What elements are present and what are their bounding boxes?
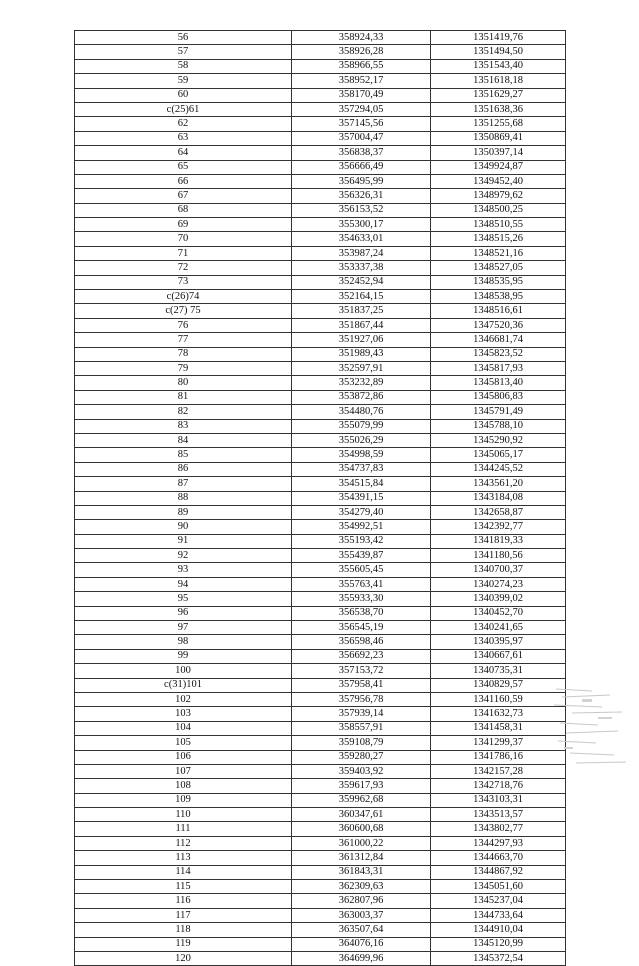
x-coordinate-cell: 357153,72: [292, 664, 431, 678]
table-row: [75, 433, 566, 447]
table-row: [75, 102, 566, 116]
table-row: [75, 174, 566, 188]
table-row: [75, 808, 566, 822]
table-row: [75, 635, 566, 649]
table-row: [75, 549, 566, 563]
point-number-cell: 72: [75, 261, 292, 275]
point-number-cell: 99: [75, 649, 292, 663]
y-coordinate-cell: 1340395,97: [431, 635, 566, 649]
table-row: [75, 563, 566, 577]
x-coordinate-cell: 351867,44: [292, 318, 431, 332]
table-row: [75, 88, 566, 102]
point-number-cell: 85: [75, 448, 292, 462]
table-row: [75, 448, 566, 462]
point-number-cell: 93: [75, 563, 292, 577]
y-coordinate-cell: 1343184,08: [431, 491, 566, 505]
x-coordinate-cell: 364699,96: [292, 952, 431, 966]
table-row: [75, 74, 566, 88]
point-number-cell: 108: [75, 779, 292, 793]
point-number-cell: 73: [75, 275, 292, 289]
x-coordinate-cell: 354737,83: [292, 462, 431, 476]
point-number-cell: с(27) 75: [75, 304, 292, 318]
x-coordinate-cell: 363003,37: [292, 908, 431, 922]
x-coordinate-cell: 354391,15: [292, 491, 431, 505]
table-row: [75, 203, 566, 217]
x-coordinate-cell: 358966,55: [292, 59, 431, 73]
point-number-cell: 57: [75, 45, 292, 59]
x-coordinate-cell: 352164,15: [292, 290, 431, 304]
table-row: [75, 261, 566, 275]
x-coordinate-cell: 364076,16: [292, 937, 431, 951]
y-coordinate-cell: 1344733,64: [431, 908, 566, 922]
coordinates-table: [74, 30, 566, 966]
y-coordinate-cell: 1341458,31: [431, 721, 566, 735]
x-coordinate-cell: 362309,63: [292, 880, 431, 894]
x-coordinate-cell: 362807,96: [292, 894, 431, 908]
point-number-cell: 117: [75, 908, 292, 922]
point-number-cell: 81: [75, 390, 292, 404]
point-number-cell: 60: [75, 88, 292, 102]
table-row: [75, 923, 566, 937]
point-number-cell: 92: [75, 549, 292, 563]
point-number-cell: 114: [75, 865, 292, 879]
y-coordinate-cell: 1340700,37: [431, 563, 566, 577]
point-number-cell: 107: [75, 764, 292, 778]
point-number-cell: 119: [75, 937, 292, 951]
x-coordinate-cell: 355605,45: [292, 563, 431, 577]
y-coordinate-cell: 1345051,60: [431, 880, 566, 894]
point-number-cell: 56: [75, 31, 292, 45]
x-coordinate-cell: 354992,51: [292, 520, 431, 534]
point-number-cell: 76: [75, 318, 292, 332]
table-row: [75, 952, 566, 966]
x-coordinate-cell: 356692,23: [292, 649, 431, 663]
table-row: [75, 117, 566, 131]
table-row: [75, 376, 566, 390]
y-coordinate-cell: 1341299,37: [431, 736, 566, 750]
table-row: [75, 621, 566, 635]
y-coordinate-cell: 1340735,31: [431, 664, 566, 678]
y-coordinate-cell: 1343103,31: [431, 793, 566, 807]
table-row: [75, 793, 566, 807]
table-row: [75, 764, 566, 778]
point-number-cell: 66: [75, 174, 292, 188]
table-row: [75, 419, 566, 433]
point-number-cell: с(25)61: [75, 102, 292, 116]
point-number-cell: 98: [75, 635, 292, 649]
table-row: [75, 318, 566, 332]
point-number-cell: с(31)101: [75, 678, 292, 692]
x-coordinate-cell: 355079,99: [292, 419, 431, 433]
point-number-cell: 63: [75, 131, 292, 145]
x-coordinate-cell: 361000,22: [292, 836, 431, 850]
table-row: [75, 505, 566, 519]
y-coordinate-cell: 1343561,20: [431, 477, 566, 491]
point-number-cell: 90: [75, 520, 292, 534]
x-coordinate-cell: 361312,84: [292, 851, 431, 865]
x-coordinate-cell: 363507,64: [292, 923, 431, 937]
y-coordinate-cell: 1349452,40: [431, 174, 566, 188]
x-coordinate-cell: 360600,68: [292, 822, 431, 836]
table-row: [75, 577, 566, 591]
x-coordinate-cell: 359617,93: [292, 779, 431, 793]
y-coordinate-cell: 1351629,27: [431, 88, 566, 102]
table-row: [75, 491, 566, 505]
x-coordinate-cell: 355763,41: [292, 577, 431, 591]
y-coordinate-cell: 1340667,61: [431, 649, 566, 663]
y-coordinate-cell: 1350397,14: [431, 146, 566, 160]
table-row: [75, 937, 566, 951]
x-coordinate-cell: 355026,29: [292, 433, 431, 447]
point-number-cell: 71: [75, 246, 292, 260]
table-row: [75, 333, 566, 347]
table-row: [75, 865, 566, 879]
table-row: [75, 721, 566, 735]
point-number-cell: 112: [75, 836, 292, 850]
x-coordinate-cell: 357958,41: [292, 678, 431, 692]
table-row: [75, 462, 566, 476]
y-coordinate-cell: 1345372,54: [431, 952, 566, 966]
y-coordinate-cell: 1342157,28: [431, 764, 566, 778]
x-coordinate-cell: 359962,68: [292, 793, 431, 807]
point-number-cell: 111: [75, 822, 292, 836]
point-number-cell: 77: [75, 333, 292, 347]
point-number-cell: 106: [75, 750, 292, 764]
point-number-cell: 100: [75, 664, 292, 678]
y-coordinate-cell: 1341786,16: [431, 750, 566, 764]
y-coordinate-cell: 1346681,74: [431, 333, 566, 347]
point-number-cell: 104: [75, 721, 292, 735]
y-coordinate-cell: 1348500,25: [431, 203, 566, 217]
point-number-cell: 109: [75, 793, 292, 807]
y-coordinate-cell: 1342392,77: [431, 520, 566, 534]
table-row: [75, 822, 566, 836]
x-coordinate-cell: 351989,43: [292, 347, 431, 361]
point-number-cell: 87: [75, 477, 292, 491]
x-coordinate-cell: 356838,37: [292, 146, 431, 160]
y-coordinate-cell: 1345817,93: [431, 361, 566, 375]
y-coordinate-cell: 1348515,26: [431, 232, 566, 246]
table-row: [75, 894, 566, 908]
x-coordinate-cell: 357956,78: [292, 692, 431, 706]
y-coordinate-cell: 1341819,33: [431, 534, 566, 548]
table-row: [75, 836, 566, 850]
y-coordinate-cell: 1347520,36: [431, 318, 566, 332]
x-coordinate-cell: 361843,31: [292, 865, 431, 879]
point-number-cell: 120: [75, 952, 292, 966]
x-coordinate-cell: 359280,27: [292, 750, 431, 764]
point-number-cell: 97: [75, 621, 292, 635]
y-coordinate-cell: 1351494,50: [431, 45, 566, 59]
x-coordinate-cell: 360347,61: [292, 808, 431, 822]
y-coordinate-cell: 1340399,02: [431, 592, 566, 606]
point-number-cell: 95: [75, 592, 292, 606]
table-row: [75, 31, 566, 45]
y-coordinate-cell: 1348521,16: [431, 246, 566, 260]
x-coordinate-cell: 359108,79: [292, 736, 431, 750]
y-coordinate-cell: 1345791,49: [431, 405, 566, 419]
x-coordinate-cell: 355193,42: [292, 534, 431, 548]
coordinates-table-body: [75, 31, 566, 966]
point-number-cell: 113: [75, 851, 292, 865]
y-coordinate-cell: 1341160,59: [431, 692, 566, 706]
x-coordinate-cell: 356598,46: [292, 635, 431, 649]
point-number-cell: 86: [75, 462, 292, 476]
y-coordinate-cell: 1351419,76: [431, 31, 566, 45]
table-row: [75, 908, 566, 922]
x-coordinate-cell: 353337,38: [292, 261, 431, 275]
x-coordinate-cell: 357004,47: [292, 131, 431, 145]
point-number-cell: 67: [75, 189, 292, 203]
point-number-cell: 89: [75, 505, 292, 519]
point-number-cell: 110: [75, 808, 292, 822]
point-number-cell: 115: [75, 880, 292, 894]
table-row: [75, 851, 566, 865]
y-coordinate-cell: 1344867,92: [431, 865, 566, 879]
point-number-cell: с(26)74: [75, 290, 292, 304]
table-row: [75, 649, 566, 663]
table-row: [75, 390, 566, 404]
x-coordinate-cell: 358926,28: [292, 45, 431, 59]
table-row: [75, 606, 566, 620]
y-coordinate-cell: 1340274,23: [431, 577, 566, 591]
table-row: [75, 779, 566, 793]
x-coordinate-cell: 352452,94: [292, 275, 431, 289]
y-coordinate-cell: 1350869,41: [431, 131, 566, 145]
y-coordinate-cell: 1344245,52: [431, 462, 566, 476]
point-number-cell: 68: [75, 203, 292, 217]
point-number-cell: 79: [75, 361, 292, 375]
y-coordinate-cell: 1345806,83: [431, 390, 566, 404]
point-number-cell: 116: [75, 894, 292, 908]
x-coordinate-cell: 354515,84: [292, 477, 431, 491]
table-row: [75, 45, 566, 59]
x-coordinate-cell: 357145,56: [292, 117, 431, 131]
y-coordinate-cell: 1345290,92: [431, 433, 566, 447]
x-coordinate-cell: 356495,99: [292, 174, 431, 188]
y-coordinate-cell: 1342658,87: [431, 505, 566, 519]
y-coordinate-cell: 1345065,17: [431, 448, 566, 462]
y-coordinate-cell: 1348535,95: [431, 275, 566, 289]
point-number-cell: 94: [75, 577, 292, 591]
table-row: [75, 59, 566, 73]
y-coordinate-cell: 1344910,04: [431, 923, 566, 937]
point-number-cell: 103: [75, 707, 292, 721]
table-row: [75, 405, 566, 419]
point-number-cell: 118: [75, 923, 292, 937]
y-coordinate-cell: 1348516,61: [431, 304, 566, 318]
x-coordinate-cell: 355300,17: [292, 218, 431, 232]
point-number-cell: 59: [75, 74, 292, 88]
table-row: [75, 290, 566, 304]
point-number-cell: 58: [75, 59, 292, 73]
x-coordinate-cell: 352597,91: [292, 361, 431, 375]
x-coordinate-cell: 355439,87: [292, 549, 431, 563]
x-coordinate-cell: 355933,30: [292, 592, 431, 606]
y-coordinate-cell: 1345813,40: [431, 376, 566, 390]
point-number-cell: 91: [75, 534, 292, 548]
y-coordinate-cell: 1345237,04: [431, 894, 566, 908]
table-row: [75, 189, 566, 203]
table-row: [75, 304, 566, 318]
y-coordinate-cell: 1345788,10: [431, 419, 566, 433]
y-coordinate-cell: 1341632,73: [431, 707, 566, 721]
y-coordinate-cell: 1345823,52: [431, 347, 566, 361]
x-coordinate-cell: 358170,49: [292, 88, 431, 102]
x-coordinate-cell: 356538,70: [292, 606, 431, 620]
y-coordinate-cell: 1340452,70: [431, 606, 566, 620]
y-coordinate-cell: 1351543,40: [431, 59, 566, 73]
point-number-cell: 82: [75, 405, 292, 419]
y-coordinate-cell: 1351638,36: [431, 102, 566, 116]
table-row: [75, 246, 566, 260]
table-row: [75, 534, 566, 548]
x-coordinate-cell: 358557,91: [292, 721, 431, 735]
x-coordinate-cell: 351927,06: [292, 333, 431, 347]
y-coordinate-cell: 1348979,62: [431, 189, 566, 203]
table-row: [75, 146, 566, 160]
table-row: [75, 520, 566, 534]
table-row: [75, 361, 566, 375]
table-row: [75, 664, 566, 678]
table-row: [75, 736, 566, 750]
y-coordinate-cell: 1348510,55: [431, 218, 566, 232]
table-row: [75, 218, 566, 232]
table-row: [75, 275, 566, 289]
point-number-cell: 96: [75, 606, 292, 620]
y-coordinate-cell: 1343802,77: [431, 822, 566, 836]
y-coordinate-cell: 1351255,68: [431, 117, 566, 131]
table-row: [75, 477, 566, 491]
y-coordinate-cell: 1345120,99: [431, 937, 566, 951]
x-coordinate-cell: 353872,86: [292, 390, 431, 404]
point-number-cell: 78: [75, 347, 292, 361]
point-number-cell: 65: [75, 160, 292, 174]
y-coordinate-cell: 1340829,57: [431, 678, 566, 692]
table-row: [75, 232, 566, 246]
point-number-cell: 88: [75, 491, 292, 505]
point-number-cell: 64: [75, 146, 292, 160]
x-coordinate-cell: 357939,14: [292, 707, 431, 721]
x-coordinate-cell: 353987,24: [292, 246, 431, 260]
y-coordinate-cell: 1348538,95: [431, 290, 566, 304]
table-row: [75, 692, 566, 706]
x-coordinate-cell: 358924,33: [292, 31, 431, 45]
table-row: [75, 678, 566, 692]
table-row: [75, 131, 566, 145]
y-coordinate-cell: 1343513,57: [431, 808, 566, 822]
table-row: [75, 707, 566, 721]
table-row: [75, 880, 566, 894]
x-coordinate-cell: 353232,89: [292, 376, 431, 390]
table-row: [75, 347, 566, 361]
x-coordinate-cell: 356666,49: [292, 160, 431, 174]
point-number-cell: 84: [75, 433, 292, 447]
y-coordinate-cell: 1344663,70: [431, 851, 566, 865]
point-number-cell: 80: [75, 376, 292, 390]
y-coordinate-cell: 1344297,93: [431, 836, 566, 850]
y-coordinate-cell: 1351618,18: [431, 74, 566, 88]
point-number-cell: 102: [75, 692, 292, 706]
y-coordinate-cell: 1340241,65: [431, 621, 566, 635]
table-row: [75, 592, 566, 606]
point-number-cell: 69: [75, 218, 292, 232]
x-coordinate-cell: 358952,17: [292, 74, 431, 88]
x-coordinate-cell: 354998,59: [292, 448, 431, 462]
table-row: [75, 750, 566, 764]
x-coordinate-cell: 354480,76: [292, 405, 431, 419]
y-coordinate-cell: 1348527,05: [431, 261, 566, 275]
x-coordinate-cell: 356153,52: [292, 203, 431, 217]
x-coordinate-cell: 354633,01: [292, 232, 431, 246]
x-coordinate-cell: 359403,92: [292, 764, 431, 778]
point-number-cell: 62: [75, 117, 292, 131]
x-coordinate-cell: 354279,40: [292, 505, 431, 519]
y-coordinate-cell: 1349924,87: [431, 160, 566, 174]
y-coordinate-cell: 1342718,76: [431, 779, 566, 793]
x-coordinate-cell: 356326,31: [292, 189, 431, 203]
y-coordinate-cell: 1341180,56: [431, 549, 566, 563]
x-coordinate-cell: 351837,25: [292, 304, 431, 318]
point-number-cell: 70: [75, 232, 292, 246]
x-coordinate-cell: 356545,19: [292, 621, 431, 635]
point-number-cell: 105: [75, 736, 292, 750]
point-number-cell: 83: [75, 419, 292, 433]
table-row: [75, 160, 566, 174]
x-coordinate-cell: 357294,05: [292, 102, 431, 116]
